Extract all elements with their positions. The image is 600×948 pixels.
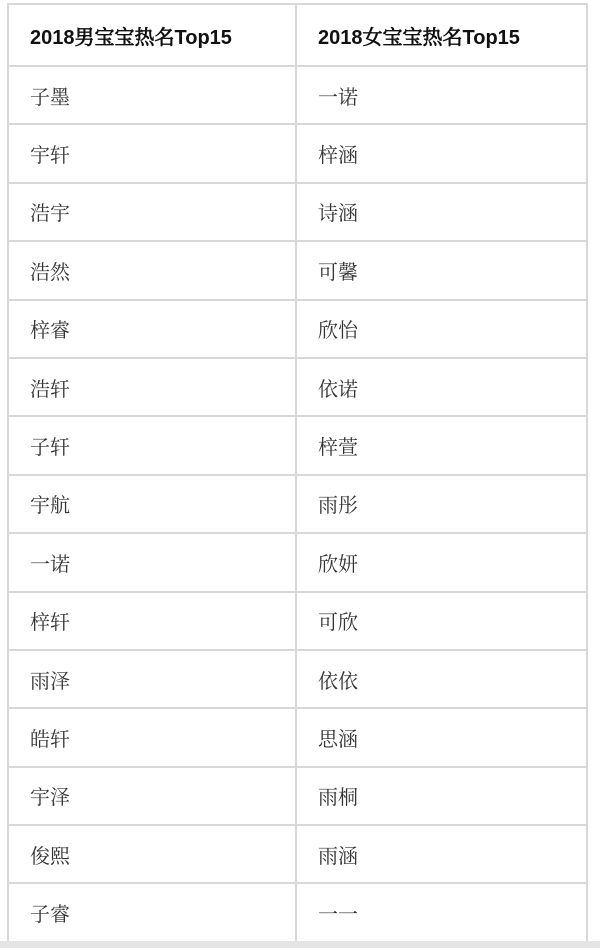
header-row	[8, 4, 587, 66]
table-row	[8, 533, 587, 591]
boy-name-cell: 宇航	[8, 475, 296, 533]
boy-name-cell: 宇泽	[8, 767, 296, 825]
boy-name-cell: 浩轩	[8, 358, 296, 416]
table-row	[8, 883, 587, 941]
table-row	[8, 708, 587, 766]
girl-name-cell: 诗涵	[296, 183, 587, 241]
page-bottom-edge	[0, 941, 600, 948]
boy-name-cell: 子墨	[8, 66, 296, 124]
boy-name-cell: 浩然	[8, 241, 296, 299]
boy-name-cell: 雨泽	[8, 650, 296, 708]
boy-name-cell: 皓轩	[8, 708, 296, 766]
boy-name-cell: 子睿	[8, 883, 296, 941]
boy-name-cell: 子轩	[8, 416, 296, 474]
girl-name-cell: 梓萱	[296, 416, 587, 474]
boy-name-cell: 梓睿	[8, 300, 296, 358]
girl-name-cell: 一一	[296, 883, 587, 941]
boy-name-cell: 俊熙	[8, 825, 296, 883]
table-row	[8, 592, 587, 650]
girl-name-cell: 雨桐	[296, 767, 587, 825]
table-row	[8, 767, 587, 825]
boy-name-cell: 一诺	[8, 533, 296, 591]
table-row	[8, 416, 587, 474]
boy-name-cell: 梓轩	[8, 592, 296, 650]
girl-name-cell: 欣怡	[296, 300, 587, 358]
girl-name-cell: 思涵	[296, 708, 587, 766]
table-row	[8, 241, 587, 299]
baby-names-table	[7, 3, 588, 943]
column-header-girls: 2018女宝宝热名Top15	[296, 4, 587, 66]
table-row	[8, 475, 587, 533]
boy-name-cell: 宇轩	[8, 124, 296, 182]
table-row	[8, 300, 587, 358]
table-row	[8, 825, 587, 883]
boy-name-cell: 浩宇	[8, 183, 296, 241]
girl-name-cell: 雨涵	[296, 825, 587, 883]
girl-name-cell: 一诺	[296, 66, 587, 124]
girl-name-cell: 依诺	[296, 358, 587, 416]
table-row	[8, 66, 587, 124]
table-row	[8, 183, 587, 241]
table-row	[8, 124, 587, 182]
column-header-boys: 2018男宝宝热名Top15	[8, 4, 296, 66]
girl-name-cell: 可馨	[296, 241, 587, 299]
girl-name-cell: 欣妍	[296, 533, 587, 591]
table-row	[8, 358, 587, 416]
girl-name-cell: 依依	[296, 650, 587, 708]
table-row	[8, 650, 587, 708]
girl-name-cell: 可欣	[296, 592, 587, 650]
girl-name-cell: 雨彤	[296, 475, 587, 533]
girl-name-cell: 梓涵	[296, 124, 587, 182]
